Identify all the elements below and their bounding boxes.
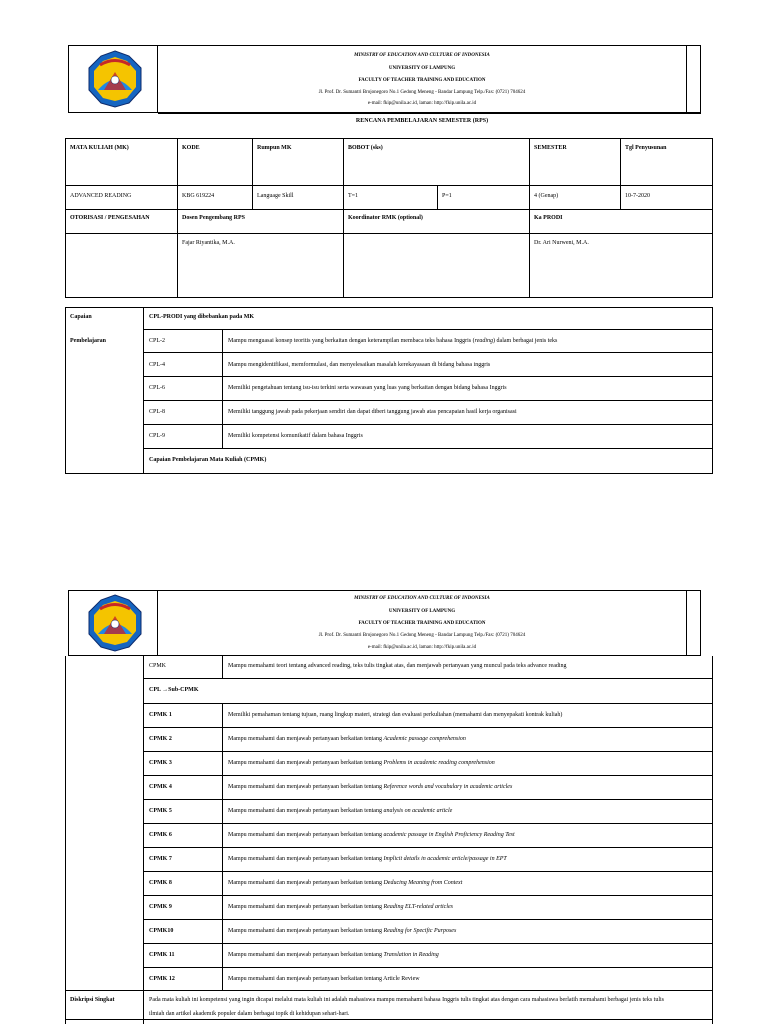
bobot-t: T=1: [348, 193, 359, 199]
cpl-code: CPL-8: [149, 409, 166, 415]
row-divider: [143, 943, 713, 944]
row-divider: [143, 847, 713, 848]
row-divider: [143, 727, 713, 728]
address-text: Jl. Prof. Dr. Sumantri Brojonegoro No.1 Gedong Meneng - Bandar Lampung Telp./Fax: (0721) 704624: [318, 633, 526, 638]
row-divider: [143, 751, 713, 752]
university-logo: [86, 594, 144, 652]
address-text: Jl. Prof. Dr. Sumantri Brojonegoro No.1 Gedong Meneng - Bandar Lampung Telp./Fax: (0721) 704624: [318, 90, 526, 95]
cpmk-row-code: CPMK 5: [149, 808, 172, 814]
faculty-title: FACULTY OF TEACHER TRAINING AND EDUCATION: [358, 78, 486, 83]
cpmk-row-code: CPMK 12: [149, 976, 175, 982]
h-rumpun: Rumpun MK: [257, 145, 292, 151]
dosen-label: Dosen Pengembang RPS: [182, 215, 246, 221]
cpmk-row-text: Mampu memahami dan menjawab pertanyaan berkaitan tentang Implicit details in academic article/passage in EPT: [228, 856, 507, 862]
deskripsi-label: Diskripsi Singkat: [70, 997, 115, 1003]
pembelajaran-label: Pembelajaran: [70, 338, 106, 344]
course-code: KBG 619224: [182, 193, 215, 199]
capaian-label: Capaian: [70, 314, 92, 320]
faculty-title: FACULTY OF TEACHER TRAINING AND EDUCATION: [358, 621, 486, 626]
cpmk-row-text: Mampu memahami dan menjawab pertanyaan berkaitan tentang analysis on academic article: [228, 808, 453, 814]
cpmk-row-code: CPMK 7: [149, 856, 172, 862]
cpmk-row-text: Memiliki pemahaman tentang tujuan, ruang lingkup materi, strategi dan evaluasi perkuliahan (memahami dan menyepakati kontrak kuliah): [228, 712, 563, 718]
cpl-text: Memiliki tanggung jawab pada pekerjaan sendiri dan dapat diberi tanggung jawab atas pencapaian hasil kerja organisasi: [228, 409, 517, 415]
row-divider: [143, 967, 713, 968]
h-semester: SEMESTER: [534, 145, 567, 151]
kaprodi-name: Dr. Ari Nurweni, M.A.: [534, 240, 589, 246]
cpmk-row-code: CPMK10: [149, 928, 174, 934]
cpl-header: CPL-PRODI yang dibebankan pada MK: [149, 314, 255, 320]
university-title: UNIVERSITY OF LAMPUNG: [388, 609, 456, 614]
h-mata-kuliah: MATA KULIAH (MK): [70, 145, 129, 151]
row-divider: [143, 895, 713, 896]
cpmk-footer: Capaian Pembelajaran Mata Kuliah (CPMK): [149, 457, 267, 463]
email-text: e-mail: fkip@unila.ac.id, laman: http://fkip.unila.ac.id: [367, 645, 477, 650]
cpmk-row-code: CPMK 1: [149, 712, 172, 718]
cpl-code: CPL-4: [149, 362, 166, 368]
cpmk-row-text: Mampu memahami dan menjawab pertanyaan berkaitan tentang Problems in academic reading comprehension: [228, 760, 495, 766]
row-divider: [143, 871, 713, 872]
cpmk-row-text: Mampu memahami dan menjawab pertanyaan berkaitan tentang academic passage in English Proficiency Reading Test: [228, 832, 515, 838]
kaprodi-label: Ka PRODI: [534, 215, 563, 221]
cpl-text: Memiliki pengetahuan tentang isu-isu terkini serta wawasan yang luas yang berkaitan dengan bidang bahasa Inggris: [228, 385, 507, 391]
cpl-text: Mampu menguasai konsep teoritis yang berkaitan dengan keterampilan membaca teks bahasa Inggris (reading) dalam berbagai jenis teks: [228, 338, 558, 344]
bobot-p: P=1: [442, 193, 452, 199]
row-divider: [143, 823, 713, 824]
cpl-code: CPL-6: [149, 385, 166, 391]
ministry-title: MINISTRY OF EDUCATION AND CULTURE OF INDONESIA: [354, 53, 490, 58]
cpmk-row-code: CPMK 6: [149, 832, 172, 838]
cpmk-row-code: CPMK 8: [149, 880, 172, 886]
course-semester: 4 (Genap): [534, 193, 559, 199]
cpmk-text: Mampu memahami teori tentang advanced reading, teks tulis tingkat atas, dan menjawab pertanyaan yang muncul pada teks advance reading: [228, 663, 567, 669]
cpmk-row-text: Mampu memahami dan menjawab pertanyaan berkaitan tentang Academic passage comprehension: [228, 736, 466, 742]
cpmk-row-text: Mampu memahami dan menjawab pertanyaan berkaitan tentang Reading for Specific Purposes: [228, 928, 457, 934]
course-date: 10-7-2020: [625, 193, 650, 199]
row-divider: [143, 799, 713, 800]
row-divider: [143, 919, 713, 920]
cpmk-row-code: CPMK 2: [149, 736, 172, 742]
row-divider: [143, 775, 713, 776]
cpmk-row-code: CPMK 11: [149, 952, 175, 958]
cpl-code: CPL-2: [149, 338, 166, 344]
cpmk-row-text: Mampu memahami dan menjawab pertanyaan berkaitan tentang Reference words and vocabulary in academic articles: [228, 784, 513, 790]
ministry-title: MINISTRY OF EDUCATION AND CULTURE OF INDONESIA: [354, 596, 490, 601]
course-name: ADVANCED READING: [70, 193, 132, 199]
cpmk-row-text: Mampu memahami dan menjawab pertanyaan berkaitan tentang Article Review: [228, 976, 420, 982]
email-text: e-mail: fkip@unila.ac.id, laman: http://fkip.unila.ac.id: [367, 101, 477, 106]
h-bobot: BOBOT (sks): [348, 145, 383, 151]
cpmk-row-code: CPMK 3: [149, 760, 172, 766]
cpmk-row-code: CPMK 9: [149, 904, 172, 910]
university-title: UNIVERSITY OF LAMPUNG: [388, 66, 456, 71]
cpmk-row-text: Mampu memahami dan menjawab pertanyaan berkaitan tentang Reading ELT-related articles: [228, 904, 453, 910]
deskripsi-line-2: ilmiah dan artikel akademik populer dalam berbagai topik di kehidupan sehari-hari.: [149, 1011, 350, 1017]
sub-cpmk-header: CPL →Sub-CPMK: [149, 687, 199, 693]
university-logo: [86, 50, 144, 108]
cpmk-row-text: Mampu memahami dan menjawab pertanyaan berkaitan tentang Translation in Reading: [228, 952, 439, 958]
dosen-name: Fajar Riyantika, M.A.: [182, 240, 235, 246]
cpmk-row-text: Mampu memahami dan menjawab pertanyaan berkaitan tentang Deducing Meaning from Context: [228, 880, 463, 886]
otorisasi-label: OTORISASI / PENGESAHAN: [70, 215, 150, 221]
cpmk-code: CPMK: [149, 663, 167, 669]
koordinator-label: Koordinator RMK (optional): [348, 215, 423, 221]
course-rumpun: Language Skill: [257, 193, 294, 199]
cpmk-row-code: CPMK 4: [149, 784, 172, 790]
h-tgl: Tgl Penyusunan: [625, 145, 667, 151]
deskripsi-line-1: Pada mata kuliah ini kompetensi yang ingin dicapai melalui mata kuliah ini adalah mahasiswa mampu memahami bahasa Inggris tulis tingkat atas dengan cara mahasiswa berlatih memahami berbagai jenis teks tulis: [149, 997, 665, 1003]
cpl-text: Memiliki kompetensi komunikatif dalam bahasa Inggris: [228, 433, 363, 439]
cpl-code: CPL-9: [149, 433, 166, 439]
h-kode: KODE: [182, 145, 200, 151]
cpl-text: Mampu mengidentifikasi, memformulasi, dan menyelesaikan masalah kerekayasaan di bidang bahasa inggris: [228, 362, 491, 368]
rps-title: RENCANA PEMBELAJARAN SEMESTER (RPS): [355, 118, 489, 124]
